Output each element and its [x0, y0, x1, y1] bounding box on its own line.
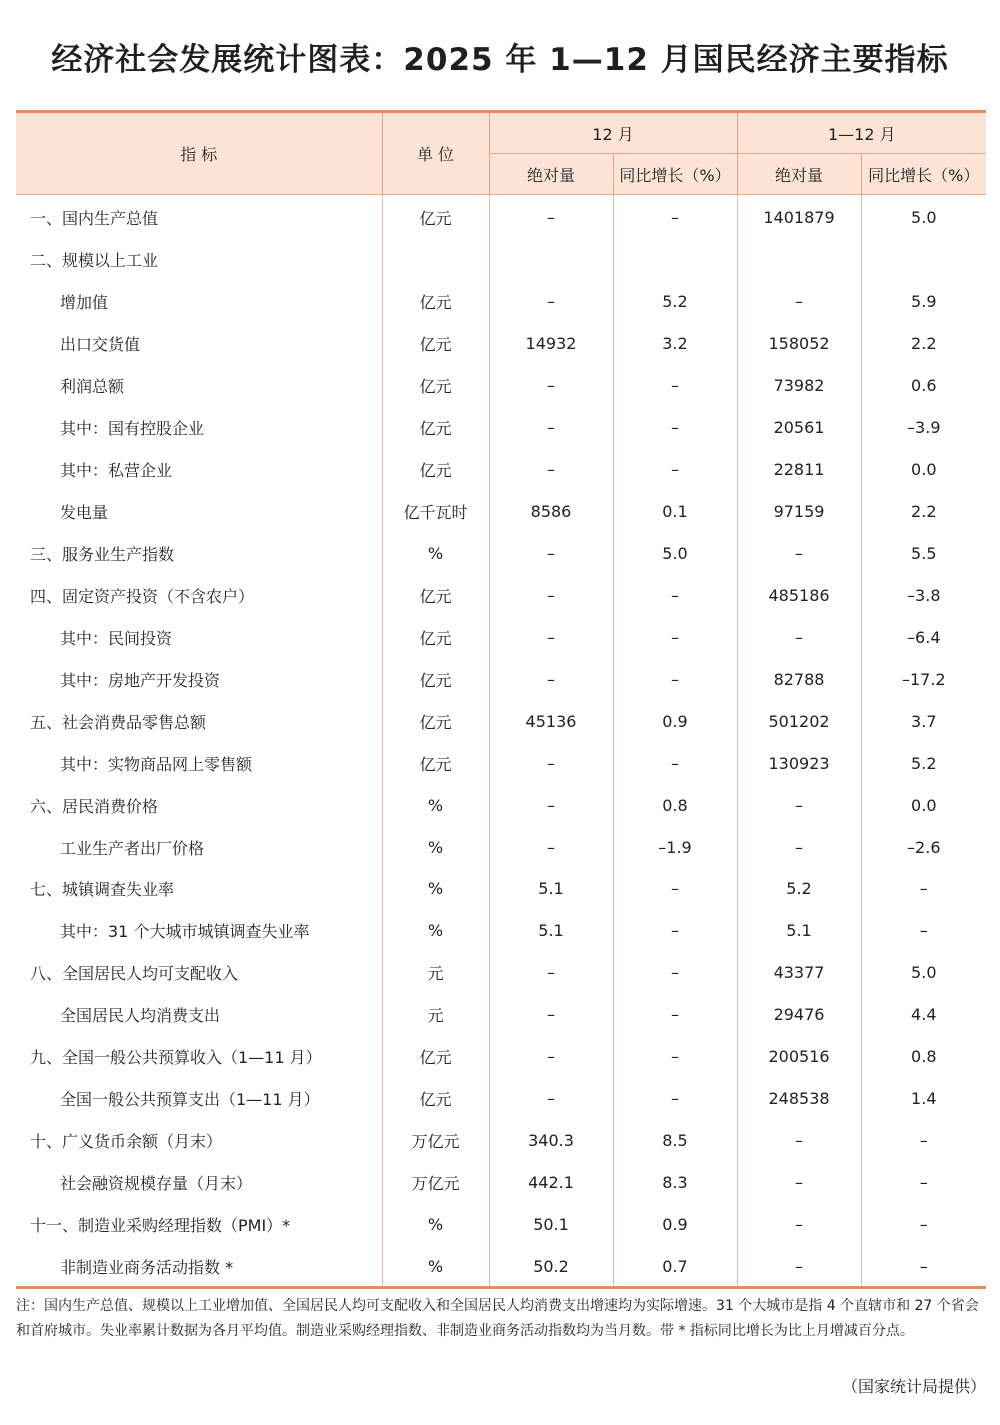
month-absolute-cell: – — [489, 533, 613, 575]
month-absolute-cell: 8586 — [489, 491, 613, 533]
ytd-yoy-cell: 0.0 — [911, 795, 937, 815]
ytd-absolute-cell: – — [737, 1162, 861, 1204]
ytd-yoy-cell: –3.8 — [907, 585, 941, 605]
month-yoy-cell: – — [613, 616, 737, 658]
indicator-name: 十一、制造业采购经理指数（PMI）* — [16, 1204, 382, 1246]
month-absolute-cell: 14932 — [489, 323, 613, 365]
ytd-yoy-cell: –17.2 — [901, 669, 946, 689]
indicator-name: 七、城镇调查失业率 — [16, 868, 382, 910]
ytd-yoy-cell: –6.4 — [907, 627, 941, 647]
month-yoy-cell: 5.0 — [613, 533, 737, 575]
unit-cell: % — [382, 910, 489, 952]
table-row — [16, 574, 986, 616]
source-credit: （国家统计局提供） — [841, 1377, 986, 1396]
table-row — [16, 195, 986, 239]
month-yoy-cell: 0.8 — [613, 784, 737, 826]
table-row — [16, 994, 986, 1036]
ytd-absolute-cell: – — [737, 616, 861, 658]
unit-cell: % — [382, 1245, 489, 1287]
month-yoy-cell — [613, 239, 737, 281]
month-yoy-cell: – — [613, 195, 737, 239]
ytd-absolute-cell: 82788 — [737, 658, 861, 700]
ytd-yoy-cell: – — [919, 1131, 928, 1151]
unit-cell — [382, 239, 489, 281]
month-yoy-cell: – — [613, 868, 737, 910]
ytd-yoy-cell: 5.2 — [911, 753, 937, 773]
month-yoy-cell: 0.9 — [613, 1204, 737, 1246]
table-row — [16, 658, 986, 700]
indicator-name: 五、社会消费品零售总额 — [16, 700, 382, 742]
ytd-yoy-cell: 5.5 — [911, 543, 937, 563]
month-yoy-cell: 5.2 — [613, 281, 737, 323]
page-title: 经济社会发展统计图表：2025 年 1—12 月国民经济主要指标 — [51, 42, 949, 78]
unit-cell: % — [382, 1204, 489, 1246]
ytd-absolute-cell — [737, 239, 861, 281]
ytd-absolute-cell: 20561 — [737, 407, 861, 449]
unit-cell: 亿元 — [382, 1078, 489, 1120]
ytd-yoy-cell: 0.6 — [911, 376, 937, 396]
table-row — [16, 1036, 986, 1078]
indicator-name: 九、全国一般公共预算收入（1—11 月） — [16, 1036, 382, 1078]
table-row — [16, 533, 986, 575]
month-yoy-cell: 8.3 — [613, 1162, 737, 1204]
month-absolute-cell: – — [489, 281, 613, 323]
indicator-name: 社会融资规模存量（月末） — [16, 1162, 382, 1204]
indicator-name: 增加值 — [16, 281, 382, 323]
indicator-name: 出口交货值 — [16, 323, 382, 365]
header-ytd-absolute: 绝对量 — [737, 154, 861, 195]
indicator-table — [16, 113, 986, 1287]
month-absolute-cell: – — [489, 365, 613, 407]
month-absolute-cell: – — [489, 658, 613, 700]
ytd-yoy-cell: – — [919, 879, 928, 899]
table-row — [16, 826, 986, 868]
table-row — [16, 281, 986, 323]
table-row — [16, 491, 986, 533]
indicator-name: 其中：私营企业 — [16, 449, 382, 491]
table-row — [16, 868, 986, 910]
month-absolute-cell: – — [489, 994, 613, 1036]
ytd-absolute-cell: – — [737, 826, 861, 868]
indicator-name: 三、服务业生产指数 — [16, 533, 382, 575]
unit-cell: 亿元 — [382, 281, 489, 323]
month-yoy-cell: 0.7 — [613, 1245, 737, 1287]
month-absolute-cell: – — [489, 1078, 613, 1120]
unit-cell: 亿元 — [382, 616, 489, 658]
indicator-name: 利润总额 — [16, 365, 382, 407]
ytd-yoy-cell: – — [919, 921, 928, 941]
ytd-absolute-cell: 130923 — [737, 742, 861, 784]
month-absolute-cell: – — [489, 1036, 613, 1078]
indicator-name: 其中：房地产开发投资 — [16, 658, 382, 700]
table-row — [16, 742, 986, 784]
month-absolute-cell: – — [489, 449, 613, 491]
month-absolute-cell: – — [489, 407, 613, 449]
ytd-yoy-cell: 1.4 — [911, 1089, 937, 1109]
ytd-absolute-cell: 1401879 — [737, 195, 861, 239]
unit-cell: 亿元 — [382, 1036, 489, 1078]
ytd-absolute-cell: 501202 — [737, 700, 861, 742]
month-yoy-cell: 0.9 — [613, 700, 737, 742]
indicator-name: 二、规模以上工业 — [16, 239, 382, 281]
unit-cell: 亿元 — [382, 365, 489, 407]
ytd-yoy-cell: 5.0 — [911, 208, 937, 228]
ytd-absolute-cell: – — [737, 1204, 861, 1246]
ytd-yoy-cell: – — [919, 1173, 928, 1193]
ytd-absolute-cell: – — [737, 1245, 861, 1287]
ytd-absolute-cell: 97159 — [737, 491, 861, 533]
ytd-absolute-cell: 5.2 — [737, 868, 861, 910]
indicator-name: 其中：国有控股企业 — [16, 407, 382, 449]
month-yoy-cell: 3.2 — [613, 323, 737, 365]
indicator-name: 其中：实物商品网上零售额 — [16, 742, 382, 784]
month-absolute-cell: – — [489, 826, 613, 868]
month-absolute-cell: – — [489, 952, 613, 994]
month-absolute-cell: 50.2 — [489, 1245, 613, 1287]
unit-cell: % — [382, 533, 489, 575]
header-ytd-yoy: 同比增长（%） — [861, 154, 986, 195]
month-absolute-cell: – — [489, 616, 613, 658]
ytd-yoy-cell: –3.9 — [907, 418, 941, 438]
header-indicator: 指 标 — [16, 113, 382, 195]
unit-cell: 亿元 — [382, 195, 489, 239]
ytd-yoy-cell: 0.8 — [911, 1047, 937, 1067]
table-row — [16, 1204, 986, 1246]
unit-cell: % — [382, 868, 489, 910]
indicator-name: 其中：民间投资 — [16, 616, 382, 658]
unit-cell: 亿元 — [382, 658, 489, 700]
table-row — [16, 1078, 986, 1120]
unit-cell: 万亿元 — [382, 1120, 489, 1162]
table-row — [16, 239, 986, 281]
month-absolute-cell: – — [489, 742, 613, 784]
ytd-absolute-cell: – — [737, 281, 861, 323]
indicator-name: 十、广义货币余额（月末） — [16, 1120, 382, 1162]
month-absolute-cell: – — [489, 784, 613, 826]
table-body — [16, 195, 986, 1288]
table-row — [16, 407, 986, 449]
table-row — [16, 910, 986, 952]
ytd-yoy-cell: 0.0 — [911, 460, 937, 480]
month-yoy-cell: – — [613, 952, 737, 994]
table-row — [16, 449, 986, 491]
unit-cell: 元 — [382, 994, 489, 1036]
ytd-absolute-cell: 5.1 — [737, 910, 861, 952]
month-absolute-cell: – — [489, 195, 613, 239]
unit-cell: 亿元 — [382, 407, 489, 449]
ytd-absolute-cell: – — [737, 533, 861, 575]
indicator-name: 一、国内生产总值 — [16, 195, 382, 239]
ytd-absolute-cell: 485186 — [737, 574, 861, 616]
table-row — [16, 323, 986, 365]
bottom-rule — [16, 1286, 986, 1289]
month-yoy-cell: – — [613, 742, 737, 784]
indicator-name: 八、全国居民人均可支配收入 — [16, 952, 382, 994]
unit-cell: 万亿元 — [382, 1162, 489, 1204]
ytd-yoy-cell: – — [919, 1214, 928, 1234]
ytd-absolute-cell: 43377 — [737, 952, 861, 994]
indicator-name: 发电量 — [16, 491, 382, 533]
month-absolute-cell: – — [489, 574, 613, 616]
table-header — [16, 113, 986, 195]
month-absolute-cell — [489, 239, 613, 281]
unit-cell: % — [382, 784, 489, 826]
footnote: 注：国内生产总值、规模以上工业增加值、全国居民人均可支配收入和全国居民人均消费支出增速均为实际增速。31 个大城市是指 4 个直辖市和 27 个省会和首府城市。失业率累计数据为各月平均值。制造业采购经理指数、非制造业商务活动指数均为当月数。带 * 指标同比增长为比上月增减百分点。 — [16, 1298, 979, 1339]
ytd-yoy-cell: 4.4 — [911, 1005, 937, 1025]
month-yoy-cell: 8.5 — [613, 1120, 737, 1162]
table-row — [16, 1120, 986, 1162]
table-row — [16, 784, 986, 826]
table-row — [16, 365, 986, 407]
header-unit: 单 位 — [382, 113, 489, 195]
ytd-absolute-cell: – — [737, 784, 861, 826]
ytd-yoy-cell: 2.2 — [911, 502, 937, 522]
unit-cell: 亿元 — [382, 742, 489, 784]
month-absolute-cell: 45136 — [489, 700, 613, 742]
month-yoy-cell: 0.1 — [613, 491, 737, 533]
ytd-absolute-cell: 200516 — [737, 1036, 861, 1078]
table-row — [16, 700, 986, 742]
unit-cell: 亿千瓦时 — [382, 491, 489, 533]
unit-cell: 元 — [382, 952, 489, 994]
ytd-absolute-cell: 248538 — [737, 1078, 861, 1120]
ytd-yoy-cell: 2.2 — [911, 334, 937, 354]
ytd-absolute-cell: 29476 — [737, 994, 861, 1036]
month-yoy-cell: – — [613, 994, 737, 1036]
ytd-absolute-cell: 158052 — [737, 323, 861, 365]
unit-cell: 亿元 — [382, 574, 489, 616]
indicator-name: 其中：31 个大城市城镇调查失业率 — [16, 910, 382, 952]
month-yoy-cell: – — [613, 365, 737, 407]
ytd-yoy-cell: 5.9 — [911, 292, 937, 312]
indicator-name: 工业生产者出厂价格 — [16, 826, 382, 868]
indicator-name: 六、居民消费价格 — [16, 784, 382, 826]
table-row — [16, 1245, 986, 1287]
header-group-ytd: 1—12 月 — [737, 113, 986, 154]
month-yoy-cell: – — [613, 1036, 737, 1078]
ytd-absolute-cell: 22811 — [737, 449, 861, 491]
month-yoy-cell: – — [613, 574, 737, 616]
month-yoy-cell: – — [613, 910, 737, 952]
header-month-yoy: 同比增长（%） — [613, 154, 737, 195]
unit-cell: 亿元 — [382, 323, 489, 365]
header-group-month: 12 月 — [489, 113, 737, 154]
unit-cell: % — [382, 826, 489, 868]
indicator-name: 四、固定资产投资（不含农户） — [16, 574, 382, 616]
ytd-yoy-cell: 3.7 — [911, 711, 937, 731]
month-absolute-cell: 442.1 — [489, 1162, 613, 1204]
header-month-absolute: 绝对量 — [489, 154, 613, 195]
ytd-yoy-cell: – — [919, 1256, 928, 1276]
table-row — [16, 616, 986, 658]
ytd-absolute-cell: – — [737, 1120, 861, 1162]
table-row — [16, 1162, 986, 1204]
month-yoy-cell: –1.9 — [613, 826, 737, 868]
ytd-absolute-cell: 73982 — [737, 365, 861, 407]
indicator-name: 全国居民人均消费支出 — [16, 994, 382, 1036]
month-yoy-cell: – — [613, 1078, 737, 1120]
unit-cell: 亿元 — [382, 700, 489, 742]
unit-cell: 亿元 — [382, 449, 489, 491]
month-yoy-cell: – — [613, 407, 737, 449]
indicator-name: 非制造业商务活动指数 * — [16, 1245, 382, 1287]
indicator-name: 全国一般公共预算支出（1—11 月） — [16, 1078, 382, 1120]
month-yoy-cell: – — [613, 658, 737, 700]
month-yoy-cell: – — [613, 449, 737, 491]
month-absolute-cell: 5.1 — [489, 868, 613, 910]
ytd-yoy-cell — [861, 239, 986, 281]
month-absolute-cell: 340.3 — [489, 1120, 613, 1162]
table-row — [16, 952, 986, 994]
ytd-yoy-cell: 5.0 — [911, 963, 937, 983]
month-absolute-cell: 5.1 — [489, 910, 613, 952]
ytd-yoy-cell: –2.6 — [907, 837, 941, 857]
month-absolute-cell: 50.1 — [489, 1204, 613, 1246]
